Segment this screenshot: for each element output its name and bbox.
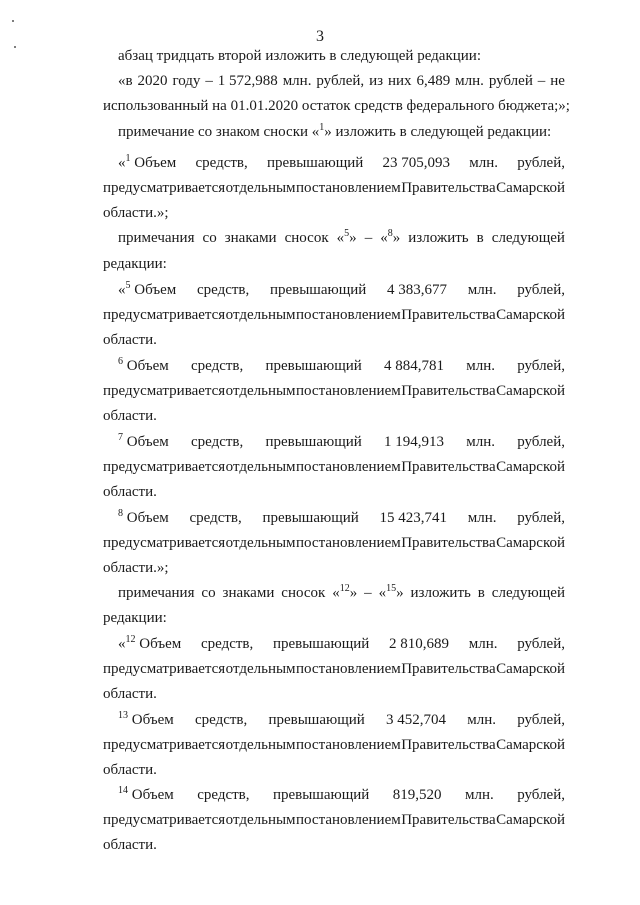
footnote-1-line3: области.»; [103, 205, 169, 221]
word: Самарской [496, 459, 565, 475]
word: Правительства [401, 180, 496, 196]
word: 6,489 [416, 73, 451, 89]
paragraph-notes-5-8-line2: редакции: [103, 256, 167, 272]
word: Правительства [401, 661, 496, 677]
footnote-14-line2 [103, 810, 565, 830]
footnote-13-line2 [103, 735, 565, 755]
word: «в [118, 73, 133, 89]
footnote-7-line2 [103, 457, 565, 477]
word: отдельным [225, 307, 296, 323]
page-number: 3 [316, 28, 324, 45]
footnote-6-line3: области. [103, 408, 157, 424]
footnote-7-line1: $^7$ Объем средств, превышающий 1 194,913 млн. рублей, [118, 432, 565, 450]
word: млн. [282, 73, 312, 89]
paragraph-notes-12-15-line2: редакции: [103, 610, 167, 626]
footnote-14-line1: $^{14}$ Объем средств, превышающий 819,520 млн. рублей, [118, 785, 565, 803]
word: предусматривается [103, 459, 226, 475]
word: постановлением [296, 812, 401, 828]
word: 1 572,988 [217, 73, 278, 89]
footnote-5-line1: «$^5$ Объем средств, превышающий 4 383,677 млн. рублей, [118, 280, 565, 298]
word: постановлением [296, 307, 401, 323]
word: постановлением [296, 180, 401, 196]
word: Самарской [496, 383, 565, 399]
word: Самарской [496, 535, 565, 551]
paragraph-notes-5-8-intro: примечания со знаками сносок «$^5$» – «$^8$» изложить в следующей [118, 228, 565, 246]
footnote-7-line3: области. [103, 484, 157, 500]
word: предусматривается [103, 180, 226, 196]
footnote-6-line2 [103, 381, 565, 401]
word: отдельным [225, 737, 296, 753]
word: постановлением [296, 459, 401, 475]
footnote-1-line2 [103, 178, 565, 198]
word: постановлением [296, 737, 401, 753]
footnote-12-line1: «$^{12}$ Объем средств, превышающий 2 810,689 млн. рублей, [118, 634, 565, 652]
footnote-14-line3: области. [103, 837, 157, 853]
paragraph-note1-intro: примечание со знаком сноски «$^1$» изложить в следующей редакции: [118, 122, 552, 140]
word: Правительства [401, 737, 496, 753]
word: предусматривается [103, 812, 226, 828]
footnote-13-line3: области. [103, 762, 157, 778]
word: отдельным [225, 661, 296, 677]
footnote-1-line1: «$^1$ Объем средств, превышающий 23 705,093 млн. рублей, [118, 153, 565, 171]
word: Самарской [496, 307, 565, 323]
scan-speck [12, 20, 14, 22]
word: Правительства [401, 307, 496, 323]
word: них [387, 73, 412, 89]
word: не [550, 73, 565, 89]
word: предусматривается [103, 535, 226, 551]
word: отдельным [225, 180, 296, 196]
word: Правительства [401, 535, 496, 551]
footnote-8-line2 [103, 533, 565, 553]
footnote-5-line2 [103, 305, 565, 325]
word: постановлением [296, 661, 401, 677]
scan-speck [14, 46, 16, 48]
word: Самарской [496, 661, 565, 677]
footnote-12-line2 [103, 659, 565, 679]
word: Самарской [496, 180, 565, 196]
word: – [205, 73, 213, 89]
word: постановлением [296, 535, 401, 551]
paragraph-2020-line2: использованный на 01.01.2020 остаток средств федерального бюджета;»; [103, 98, 570, 114]
footnote-6-line1: $^6$ Объем средств, превышающий 4 884,781 млн. рублей, [118, 356, 565, 374]
paragraph-intro: абзац тридцать второй изложить в следующей редакции: [118, 48, 481, 64]
word: рублей [488, 73, 533, 89]
footnote-5-line3: области. [103, 332, 157, 348]
word: Самарской [496, 812, 565, 828]
word: предусматривается [103, 383, 226, 399]
paragraph-notes-12-15-intro: примечания со знаками сносок «$^{12}$» – «$^{15}$» изложить в следующей [118, 583, 565, 601]
word: 2020 [137, 73, 168, 89]
footnote-13-line1: $^{13}$ Объем средств, превышающий 3 452,704 млн. рублей, [118, 710, 565, 728]
word: отдельным [225, 383, 296, 399]
word: Правительства [401, 812, 496, 828]
footnote-8-line1: $^8$ Объем средств, превышающий 15 423,741 млн. рублей, [118, 508, 565, 526]
word: отдельным [225, 812, 296, 828]
footnote-12-line3: области. [103, 686, 157, 702]
word: из [369, 73, 384, 89]
word: Правительства [401, 459, 496, 475]
word: году [172, 73, 201, 89]
word: млн. [455, 73, 484, 89]
word: Самарской [496, 737, 565, 753]
word: отдельным [225, 535, 296, 551]
word: Правительства [401, 383, 496, 399]
word: рублей, [316, 73, 365, 89]
word: постановлением [296, 383, 401, 399]
word: предусматривается [103, 661, 226, 677]
word: – [537, 73, 546, 89]
word: предусматривается [103, 737, 226, 753]
word: предусматривается [103, 307, 226, 323]
footnote-8-line3: области.»; [103, 560, 169, 576]
paragraph-2020-line1 [118, 71, 565, 91]
word: отдельным [225, 459, 296, 475]
